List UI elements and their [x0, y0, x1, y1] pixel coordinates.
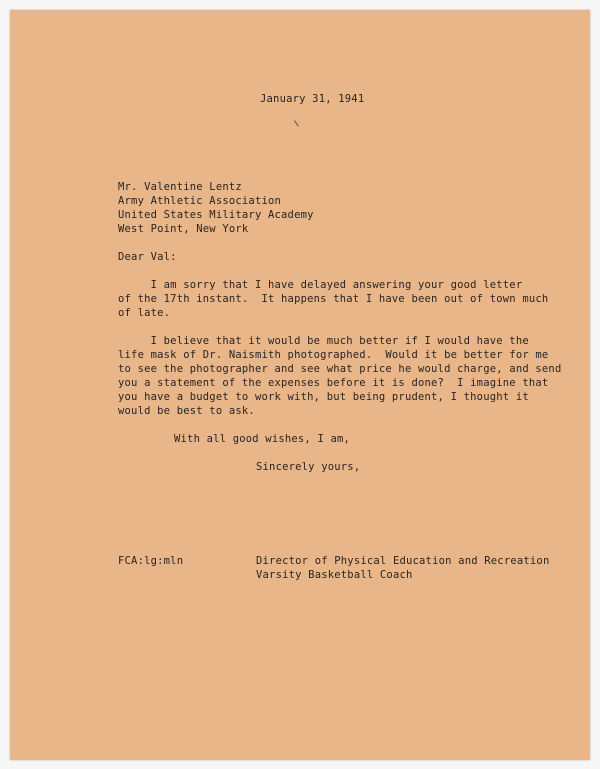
stray-mark — [294, 120, 299, 126]
address-line: West Point, New York — [118, 223, 249, 235]
paragraph-line: you have a budget to work with, but being prudent, I thought it — [118, 391, 529, 403]
paragraph-line: of late. — [118, 307, 171, 319]
letter-paper — [10, 10, 590, 760]
paragraph-line: would be best to ask. — [118, 405, 255, 417]
paragraph-line: to see the photographer and see what price he would charge, and send — [118, 363, 562, 375]
paragraph-line: of the 17th instant. It happens that I have been out of town much — [118, 293, 549, 305]
address-line: United States Military Academy — [118, 209, 314, 221]
paragraph-line: you a statement of the expenses before it is done? I imagine that — [118, 377, 549, 389]
paragraph-line: I am sorry that I have delayed answering your good letter — [118, 279, 523, 291]
salutation: Dear Val: — [118, 251, 177, 263]
closing-wishes: With all good wishes, I am, — [174, 433, 351, 445]
paragraph-line: life mask of Dr. Naismith photographed. Would it be better for me — [118, 349, 549, 361]
letter-date: January 31, 1941 — [260, 93, 365, 105]
address-line: Army Athletic Association — [118, 195, 282, 207]
signature-title: Director of Physical Education and Recreation — [256, 555, 550, 567]
typist-initials: FCA:lg:mln — [118, 555, 184, 567]
signature-title: Varsity Basketball Coach — [256, 569, 413, 581]
address-line: Mr. Valentine Lentz — [118, 181, 242, 193]
complimentary-close: Sincerely yours, — [256, 461, 361, 473]
paragraph-line: I believe that it would be much better if I would have the — [118, 335, 529, 347]
